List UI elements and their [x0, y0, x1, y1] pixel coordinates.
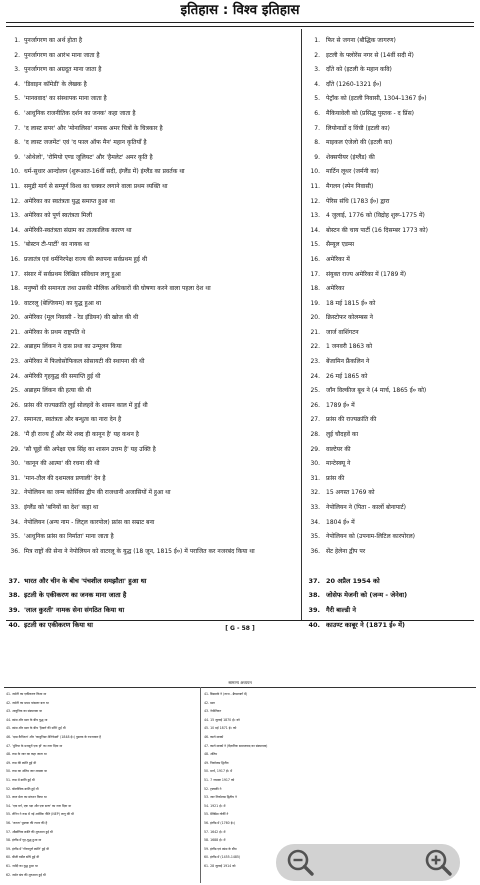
question-number: 14.	[10, 226, 20, 234]
qa-row	[0, 340, 480, 355]
next-page-line: 41. बिस्मार्क ने (जन्म - ब्रैण्डनबर्ग में)	[204, 692, 248, 696]
next-page-line: 61. 28 जुलाई 1914 को	[204, 864, 236, 868]
answer-text: नेपोलियन ने (पिता - कार्लो बोनापार्ट)	[326, 504, 407, 511]
next-page-line: 47. 'दुनिया के मजदूरों एक हो' का नारा दिया था	[6, 743, 63, 748]
answer-number: 30.	[310, 460, 320, 468]
question-number: 35.	[10, 533, 20, 541]
qa-row	[0, 165, 480, 180]
next-page-line: 59. इंग्लैंड एवं फ्रांस के बीच	[204, 846, 237, 851]
question-number: 21.	[10, 328, 20, 336]
answer-number: 39.	[308, 605, 320, 614]
answer-number: 35.	[310, 533, 320, 541]
question-text: पुनर्जागरण का अर्थ होता है	[24, 37, 83, 44]
question-number: 7.	[14, 124, 20, 132]
answer-text: अमेरिका	[326, 285, 345, 293]
answer-number: 18.	[310, 285, 320, 293]
answer-text: संयुक्त राज्य अमेरिका में (1789 में)	[326, 270, 407, 278]
answer-number: 4.	[314, 80, 320, 88]
question-text: नेपोलियन का जन्म कोर्सिका द्वीप की राजधानी अजासियों में हुआ था	[24, 489, 171, 497]
question-text: अमेरिका को पूर्ण स्वतंत्रता मिली	[24, 212, 93, 220]
question-text: अमेरिका (मूल निवासी - रेड इंडियन) की खोज की थी	[24, 314, 139, 322]
answer-number: 16.	[310, 255, 320, 263]
qa-row	[0, 209, 480, 224]
answer-text: 15 अगस्त 1769 को	[326, 489, 375, 497]
answer-text: वाल्टेयर की	[326, 445, 351, 453]
question-text: प्रजातंत्र एवं धर्मनिरपेक्ष राज्य की स्थापना सर्वप्रथम हुई थी	[24, 255, 148, 263]
answer-number: 29.	[310, 445, 320, 453]
answer-number: 25.	[310, 387, 320, 395]
answer-text: मैकियावेली को (प्रसिद्ध पुस्तक - द प्रिंस)	[326, 109, 414, 117]
next-page-column-divider	[200, 687, 201, 883]
question-text: 'बोस्टन टी-पार्टी' का नायक था	[24, 241, 90, 249]
question-number: 13.	[10, 212, 20, 220]
answer-number: 15.	[310, 241, 320, 249]
next-page-line: 51. 7 नवम्बर 1917 को	[204, 778, 235, 782]
answer-number: 20.	[310, 314, 320, 322]
qa-row	[0, 399, 480, 414]
qa-row	[0, 122, 480, 137]
question-text: इंग्लैंड को 'बनियों का देश' कहा था	[24, 504, 99, 511]
answer-text: माइकल एंजेलो की (इटली का)	[326, 139, 393, 147]
answer-text: दाँते (1260-1321 ई०)	[326, 80, 382, 88]
answer-text: लुई चौदहवें का	[326, 431, 359, 439]
question-number: 39.	[8, 605, 20, 614]
question-number: 28.	[10, 431, 20, 439]
question-text: 'मैं ही राज्य हूँ और मेरे शब्द ही कानून है' यह कथन है	[24, 431, 139, 439]
question-number: 38.	[8, 591, 20, 600]
qa-row	[0, 603, 480, 618]
next-page-line: 49. रूस की क्रांति हुई थी	[6, 760, 37, 765]
answer-text: अमेरिका में	[326, 255, 350, 263]
next-page-line: 45. 10 मई 1871 ई० को	[204, 726, 237, 731]
answer-number: 11.	[310, 182, 320, 190]
next-page-line: 56. 'जनता' पुस्तक की रचना की है	[6, 821, 48, 825]
bottom-rule	[6, 620, 474, 621]
question-text: समानता, स्वतंत्रता और बन्धुत्व का नारा देन है	[24, 416, 122, 424]
question-number: 33.	[10, 504, 20, 511]
qa-row	[0, 545, 480, 574]
qa-row	[0, 588, 480, 603]
question-number: 34.	[10, 518, 20, 526]
answer-text: सेंट हेलेना द्वीप पर	[326, 547, 366, 555]
next-page-line: 57. 1642 ई० में	[204, 829, 226, 834]
qa-row	[0, 92, 480, 107]
next-page-line: 52. बोल्शेविक क्रांति हुई थी	[6, 786, 39, 791]
question-number: 29.	[10, 445, 20, 453]
next-page-line: 48. अंतिम	[204, 752, 218, 757]
question-text: 'द लास्ट जजमेंट' एवं 'द फाल ऑफ मैन' महान कृतियाँ है	[24, 139, 147, 147]
qa-row	[0, 311, 480, 326]
question-text: समुद्री मार्ग से सम्पूर्ण विश्व का चक्कर लगाने वाला प्रथम व्यक्ति था	[24, 182, 168, 190]
answer-number: 8.	[314, 139, 320, 147]
question-number: 30.	[10, 460, 20, 468]
next-page-line: 43. नेपोलियन	[204, 709, 222, 714]
answer-text: पेरिस संधि (1783 ई०) द्वारा	[326, 197, 390, 205]
question-answer-list	[0, 34, 480, 632]
qa-row	[0, 107, 480, 122]
next-page-line: 51. रूस में क्रांति हुई थी	[6, 778, 35, 782]
title-underline	[6, 22, 474, 23]
qa-row	[0, 428, 480, 443]
answer-text: मार्टिन लूथर (जर्मनी का)	[326, 168, 379, 176]
question-number: 16.	[10, 255, 20, 263]
answer-text: 26 मई 1865 को	[326, 372, 368, 380]
qa-row	[0, 486, 480, 501]
question-text: अमेरिका के प्रथम राष्ट्रपति थे	[24, 328, 86, 336]
question-number: 5.	[14, 95, 20, 103]
question-text: मनुष्यों की समानता तथा उसकी मौलिक अधिकारों की घोषणा करने वाला पहला देश था	[24, 285, 211, 293]
question-number: 10.	[10, 168, 20, 176]
question-number: 3.	[14, 66, 20, 74]
zoom-in-icon	[420, 844, 457, 881]
qa-row	[0, 136, 480, 151]
next-page-line: 53. लाल सेना का संगठन किया था	[6, 795, 47, 800]
answer-number: 17.	[310, 270, 320, 278]
answer-text: बेंजामिन फ्रैंकलिन ने	[326, 358, 370, 366]
next-page-line: 59. इंग्लैंड में 'गौरवपूर्ण क्रांति' हुई थी	[6, 846, 49, 851]
answer-number: 2.	[314, 51, 320, 59]
question-text: 'आधुनिक राजनीतिक दर्शन का जनक' कहा जाता है	[24, 109, 136, 117]
answer-text: बोस्टन की चाय पार्टी (16 दिसम्बर 1773 को)	[326, 226, 428, 234]
next-page-line: 50. रूस का अंतिम जार शासक था	[6, 769, 47, 774]
qa-row	[0, 49, 480, 64]
question-text: नेपोलियन (अन्य नाम - लिट्ल कारपोल) फ्रांस का सम्राट बना	[24, 518, 155, 526]
answer-text: 1804 ई० में	[326, 518, 355, 526]
next-page-line: 57. औद्योगिक क्रांति की शुरुआत हुई थी	[6, 829, 53, 834]
question-number: 22.	[10, 343, 20, 351]
qa-row	[0, 355, 480, 370]
next-page-line: 44. 15 जुलाई 1870 ई० को	[204, 717, 240, 722]
next-page-line: 47. कार्ल मार्क्स ने (वैज्ञानिक समाजवाद का संस्थापक)	[204, 743, 268, 748]
answer-number: 23.	[310, 358, 320, 366]
answer-text: काउण्ट काबूर ने (1871 ई० में)	[326, 620, 405, 629]
question-number: 20.	[10, 314, 20, 322]
answer-text: शेक्सपीयर (इंग्लैंड) की	[326, 153, 375, 161]
qa-row	[0, 34, 480, 49]
next-page-line: 61. नर्मदी का युद्ध हुआ था	[6, 864, 38, 868]
answer-text: जोसेफ मेजनी को (जन्म - जेनेवा)	[326, 591, 408, 600]
next-page-header: सामान्य अध्ययन	[228, 680, 252, 685]
qa-row	[0, 413, 480, 428]
question-text: 'कानून की आत्मा' की रचना की थी	[24, 460, 100, 468]
answer-text: मान्टेस्क्यू ने	[326, 460, 351, 468]
question-text: पुनर्जागरण का आरंभ माना जाता है	[24, 51, 100, 59]
answer-text: 1 जनवरी 1863 को	[326, 343, 373, 351]
answer-number: 21.	[310, 328, 320, 336]
answer-number: 22.	[310, 343, 320, 351]
question-number: 26.	[10, 401, 20, 409]
qa-row	[0, 253, 480, 268]
question-text: इटली का एकीकरण किया था	[24, 620, 93, 629]
question-number: 24.	[10, 372, 20, 380]
answer-number: 31.	[310, 474, 320, 482]
question-number: 9.	[14, 153, 20, 161]
question-number: 19.	[10, 299, 20, 307]
answer-number: 26.	[310, 401, 320, 409]
next-page-line: 50. मार्च, 1917 ई० में	[204, 769, 233, 774]
next-page-line: 56. इंग्लैंड में (1760 ई०)	[204, 821, 236, 825]
qa-row	[0, 180, 480, 195]
next-page-line: 55. लेनिन ने रूस में नई आर्थिक नीति (NEP) लागू की थी	[6, 812, 74, 817]
question-number: 40.	[8, 620, 20, 629]
qa-row	[0, 326, 480, 341]
question-text: धर्म-सुधार आन्दोलन (शुरूआत-16वीं सदी, इंग्लैंड में) इंग्लैंड का प्रवर्तक था	[24, 168, 185, 176]
question-text: अब्राहम लिंकन ने दास प्रथा का उन्मूलन किया	[24, 343, 122, 351]
answer-number: 33.	[310, 504, 320, 511]
answer-number: 5.	[314, 95, 320, 103]
question-text: अमेरिकी गृहयुद्ध की समाप्ति हुई थी	[24, 372, 101, 380]
qa-row	[0, 238, 480, 253]
answer-number: 40.	[308, 620, 320, 629]
qa-row	[0, 195, 480, 210]
question-number: 17.	[10, 270, 20, 278]
answer-number: 3.	[314, 66, 320, 74]
answer-number: 10.	[310, 168, 320, 176]
answer-number: 27.	[310, 416, 320, 424]
answer-number: 9.	[314, 153, 320, 161]
qa-row	[0, 78, 480, 93]
qa-row	[0, 282, 480, 297]
question-number: 15.	[10, 241, 20, 249]
question-number: 37.	[8, 576, 20, 585]
answer-text: फिर से जगना (बौद्धिक जागरण)	[326, 37, 396, 44]
question-text: अब्राहम लिंकन की हत्या की थी	[24, 387, 92, 395]
answer-text: जॉन विल्कीज बूथ ने (4 मार्च, 1865 ई० को)	[326, 387, 427, 395]
answer-text: नेपोलियन को (उपनाम-लिटिल कारपोरल)	[326, 533, 415, 541]
next-page-line: 58. 1688 ई० में	[204, 838, 226, 843]
answer-text: क्रिस्टोफर कोलम्बस ने	[326, 314, 373, 322]
next-page-line: 55. मैक्सिम गोर्की ने	[204, 812, 229, 817]
next-page-line: 60. बीजी वर्सेल संधि हुई थी	[6, 855, 40, 860]
answer-text: मैगलन (स्पेन निवासी)	[326, 182, 374, 190]
question-text: 'मानववाद' का संस्थापक माना जाता है	[24, 95, 107, 103]
question-number: 1.	[14, 37, 20, 44]
answer-number: 32.	[310, 489, 320, 497]
next-page-line: 53. जार निकोलस द्वितीय ने	[204, 795, 237, 800]
next-page-line: 54. 'एक वर्ग, एक पक्ष और एक सत्ता' का नारा दिया था	[6, 803, 72, 808]
answer-number: 19.	[310, 299, 320, 307]
answer-text: जार्ज वाशिंगटन	[326, 328, 359, 336]
next-page-line: 48. रूस के जार का कहा जाता था	[6, 752, 47, 757]
qa-row	[0, 501, 480, 516]
next-page-line: 45. फ्रांस और प्रशा के बीच 'हैम्बर्ग की संधि' हुई थी	[6, 726, 66, 731]
qa-row	[0, 472, 480, 487]
answer-text: पेट्रॉक को (इटली निवासी, 1304-1367 ई०)	[326, 95, 427, 103]
answer-number: 12.	[310, 197, 320, 205]
answer-number: 24.	[310, 372, 320, 380]
answer-text: गैरी बाल्डी ने	[326, 605, 356, 614]
question-text: फ्रांस की राज्यक्रांति लुई सोलहवें के शासन काल में हुई थी	[24, 401, 148, 409]
question-number: 12.	[10, 197, 20, 205]
qa-row	[0, 443, 480, 458]
answer-number: 34.	[310, 518, 320, 526]
question-number: 2.	[14, 51, 20, 59]
next-page-line: 52. ट्राटस्की ने	[204, 786, 222, 791]
question-text: अमेरिका का स्वतंत्रता युद्ध समाप्त हुआ था	[24, 197, 115, 205]
title-underline-thin	[6, 26, 474, 27]
page-number: [ G - 58 ]	[225, 625, 255, 632]
answer-number: 6.	[314, 109, 320, 117]
next-page-line: 43. आधुनिक का संस्थापक था	[6, 709, 42, 714]
answer-number: 14.	[310, 226, 320, 234]
answer-number: 36.	[310, 547, 320, 555]
zoom-in-button[interactable]	[420, 844, 457, 881]
qa-row	[0, 516, 480, 531]
answer-text: 18 मई 1815 ई० को	[326, 299, 376, 307]
answer-text: 20 अप्रैल 1954 को	[326, 576, 380, 585]
answer-text: 1789 ई० में	[326, 401, 355, 409]
answer-number: 7.	[314, 124, 320, 132]
question-number: 8.	[14, 139, 20, 147]
answer-text: 4 जुलाई, 1776 को (विद्रोह शुरू-1775 में)	[326, 212, 425, 220]
answer-text: फ्रांस की राज्यक्रांति की	[326, 416, 377, 424]
qa-row	[0, 224, 480, 239]
next-page-line: 44. फ्रांस और प्रशा के बीच युद्ध था	[6, 717, 48, 722]
question-text: मित्र राष्ट्रों की सेना ने नेपोलियन को वाटरलू के युद्ध (18 जून, 1815 ई०) में पराजित कर नजरबंद किया था	[24, 547, 255, 555]
qa-row	[0, 63, 480, 78]
next-page-line: 46. कार्ल मार्क्स	[204, 735, 224, 739]
next-page-rule	[4, 687, 476, 688]
question-text: वाटरलू (बेल्जियम) का युद्ध हुआ था	[24, 299, 102, 307]
question-text: 'सौ चूहों की अपेक्षा एक सिंह का शासन उत्तम है' यह उक्ति है	[24, 445, 156, 453]
question-text: 'द लास्ट सपर' और 'मोनालिसा' नामक अमर चित्रों के चित्रकार है	[24, 124, 163, 132]
qa-row	[0, 530, 480, 545]
qa-row	[0, 457, 480, 472]
qa-row	[0, 370, 480, 385]
next-page-line: 42. जर्मनी का प्रथम चांसलर बना था	[6, 700, 49, 705]
zoom-out-icon	[282, 844, 319, 881]
qa-row	[0, 297, 480, 312]
question-text: इटली के एकीकरण का जनक माना जाता है	[24, 591, 127, 600]
qa-row	[0, 268, 480, 283]
qa-row	[0, 384, 480, 399]
question-number: 18.	[10, 285, 20, 293]
question-number: 32.	[10, 489, 20, 497]
answer-text: इटली के फ्लोरेंस नगर से (14वीं सदी में)	[326, 51, 414, 59]
next-page-line: 41. जर्मनी का एकीकरण किया था	[6, 692, 47, 696]
question-number: 23.	[10, 358, 20, 366]
question-number: 6.	[14, 109, 20, 117]
question-number: 36.	[10, 547, 20, 555]
answer-number: 28.	[310, 431, 320, 439]
question-number: 11.	[10, 182, 20, 190]
question-text: 'लाल कुरती' नामक सेना संगठित किया था	[24, 605, 125, 614]
question-text: 'आधुनिक फ्रांस का निर्माता' माना जाता है	[24, 533, 114, 541]
answer-number: 1.	[314, 37, 320, 44]
next-page-line: 49. निकोलस द्वितीय	[204, 760, 229, 765]
question-text: 'ओथेलो', 'रोमियो एण्ड जूलियट' और 'हैमलेट' अमर कृति है	[24, 153, 153, 161]
answer-number: 13.	[310, 212, 320, 220]
answer-text: लियोनार्डो द विंची (इटली का)	[326, 124, 390, 132]
question-text: अमेरिका में फिलोसोफिकल सोसायटी की स्थापना की थी	[24, 358, 145, 366]
question-text: संसार में सर्वप्रथम लिखित संविधान लागू हुआ	[24, 270, 121, 278]
next-page-line: 62. जर्मन संघ की शुरुआत हुई थी	[6, 872, 46, 877]
answer-number: 37.	[308, 576, 320, 585]
answer-number: 38.	[308, 591, 320, 600]
qa-row	[0, 574, 480, 589]
question-number: 31.	[10, 474, 20, 482]
next-page-line: 58. इंग्लैंड में गृह-युद्ध हुआ था	[6, 838, 42, 843]
answer-text: सैम्यूल एडम्स	[326, 241, 354, 249]
next-page-line: 54. 1921 ई० में	[204, 803, 226, 808]
question-text: 'मान-तौल की दशमलव प्रणाली' देन है	[24, 474, 106, 482]
answer-text: फ्रांस की	[326, 474, 345, 482]
question-text: भारत और चीन के बीच 'पंचशील समझौता' हुआ था	[24, 576, 147, 585]
question-number: 27.	[10, 416, 20, 424]
next-page-line: 42. प्रशा	[204, 700, 215, 705]
question-number: 4.	[14, 80, 20, 88]
next-page-line: 60. इंग्लैंड में (1455-1485)	[204, 855, 241, 860]
qa-row	[0, 151, 480, 166]
next-page-line: 46. 'दास कैपिटल' और 'कम्युनिस्ट मेनिफेस्टो' (1848 ई०) पुस्तक के रचनाकार है	[6, 735, 101, 739]
zoom-out-button[interactable]	[282, 844, 319, 881]
question-text: 'डिवाइन कॉमेडी' के लेखक है	[24, 80, 87, 88]
page-title: इतिहास : विश्व इतिहास	[180, 2, 300, 18]
answer-text: दाँते को (इटली के महान कवि)	[326, 66, 392, 74]
zoom-controls	[276, 844, 460, 881]
question-number: 25.	[10, 387, 20, 395]
question-text: पुनर्जागरण का अग्रदूत माना जाता है	[24, 66, 102, 74]
question-text: अमेरिकी-स्वतंत्रता संग्राम का तात्कालिक कारण था	[24, 226, 132, 234]
